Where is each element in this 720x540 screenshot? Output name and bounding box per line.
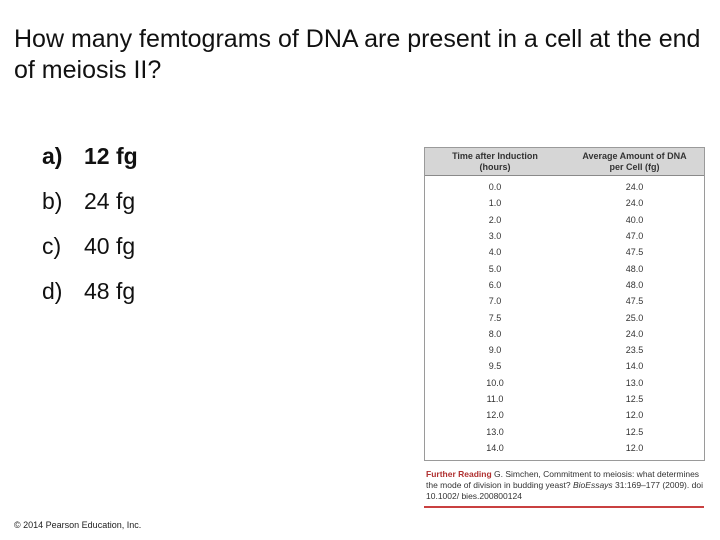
dna-cell: 14.0 xyxy=(625,361,644,372)
option-letter: b) xyxy=(42,188,63,214)
table-row xyxy=(425,244,704,260)
option-letter: a) xyxy=(42,143,63,169)
time-cell: 7.0 xyxy=(488,296,502,307)
time-cell: 6.0 xyxy=(488,279,502,290)
option-letter: d) xyxy=(42,278,63,304)
dna-cell: 47.0 xyxy=(625,231,644,242)
dna-cell: 25.0 xyxy=(625,312,644,323)
table-row xyxy=(425,260,704,276)
dna-cell: 12.0 xyxy=(625,442,644,453)
table-row xyxy=(425,326,704,342)
time-cell: 11.0 xyxy=(486,394,504,404)
option-letter: c) xyxy=(42,233,62,259)
option-text: 24 fg xyxy=(84,188,136,214)
further-reading-text: G. Simchen, Commitment to meiosis: what determines the mode of division in budding yeast? xyxy=(426,469,700,491)
time-cell: 7.5 xyxy=(488,312,502,323)
table-row xyxy=(425,228,704,244)
time-cell: 13.0 xyxy=(486,426,504,437)
time-cell: 1.0 xyxy=(488,198,502,209)
answer-options xyxy=(42,138,138,318)
time-cell: 9.0 xyxy=(488,345,502,356)
table-row xyxy=(425,293,704,309)
dna-cell: 12.5 xyxy=(625,394,644,404)
table-row xyxy=(425,342,704,358)
dna-cell: 13.0 xyxy=(625,377,644,388)
dna-cell: 24.0 xyxy=(625,198,644,209)
time-cell: 5.0 xyxy=(488,263,502,274)
header-time-line1: Time after Induction xyxy=(452,150,538,161)
table-row xyxy=(425,407,704,423)
dna-table-figure xyxy=(424,147,705,508)
table-row xyxy=(425,423,704,439)
header-time-line2: (hours) xyxy=(479,161,511,172)
dna-cell: 48.0 xyxy=(625,263,644,274)
table-body xyxy=(425,176,704,460)
time-cell: 14.0 xyxy=(486,442,504,453)
table-row xyxy=(425,212,704,228)
table-row xyxy=(425,358,704,374)
header-dna-line1: Average Amount of DNA xyxy=(582,150,687,161)
table-header xyxy=(425,148,704,176)
table-row xyxy=(425,391,704,407)
dna-cell: 12.5 xyxy=(625,426,644,437)
table-row xyxy=(425,440,704,456)
dna-cell: 47.5 xyxy=(625,247,644,258)
dna-cell: 24.0 xyxy=(625,182,644,193)
dna-cell: 47.5 xyxy=(625,296,644,307)
dna-cell: 23.5 xyxy=(625,345,644,356)
further-reading-label: Further Reading xyxy=(426,469,492,480)
option-text: 48 fg xyxy=(84,278,136,304)
copyright-text: © 2014 Pearson Education, Inc. xyxy=(14,520,142,530)
dna-table xyxy=(424,147,705,461)
option-b[interactable] xyxy=(42,183,138,228)
time-cell: 0.0 xyxy=(488,182,502,193)
further-reading-journal: BioEssays xyxy=(572,480,613,491)
dna-cell: 12.0 xyxy=(625,410,644,421)
time-cell: 12.0 xyxy=(486,410,504,421)
time-cell: 8.0 xyxy=(488,328,502,339)
table-row xyxy=(425,309,704,325)
option-text: 12 fg xyxy=(84,143,138,169)
option-d[interactable] xyxy=(42,273,138,318)
header-dna xyxy=(565,151,704,173)
time-cell: 9.5 xyxy=(488,361,502,372)
option-text: 40 fg xyxy=(84,233,136,259)
time-cell: 3.0 xyxy=(488,231,502,242)
dna-cell: 24.0 xyxy=(625,328,644,339)
table-row xyxy=(425,277,704,293)
table-row xyxy=(425,375,704,391)
time-cell: 4.0 xyxy=(488,247,502,258)
further-reading-citation: 31:169–177 (2009). doi 10.1002/ bies.200800124 xyxy=(426,480,703,502)
header-dna-line2: per Cell (fg) xyxy=(609,161,660,172)
question-text: How many femtograms of DNA are present in a cell at the end of meiosis II? xyxy=(14,25,701,84)
table-row xyxy=(425,195,704,211)
option-a[interactable] xyxy=(42,138,138,183)
time-cell: 2.0 xyxy=(488,214,502,225)
table-row xyxy=(425,179,704,195)
option-c[interactable] xyxy=(42,228,138,273)
further-reading xyxy=(424,469,704,508)
time-cell: 10.0 xyxy=(486,377,504,388)
dna-cell: 40.0 xyxy=(625,214,644,225)
header-time xyxy=(425,151,565,173)
dna-cell: 48.0 xyxy=(625,279,644,290)
